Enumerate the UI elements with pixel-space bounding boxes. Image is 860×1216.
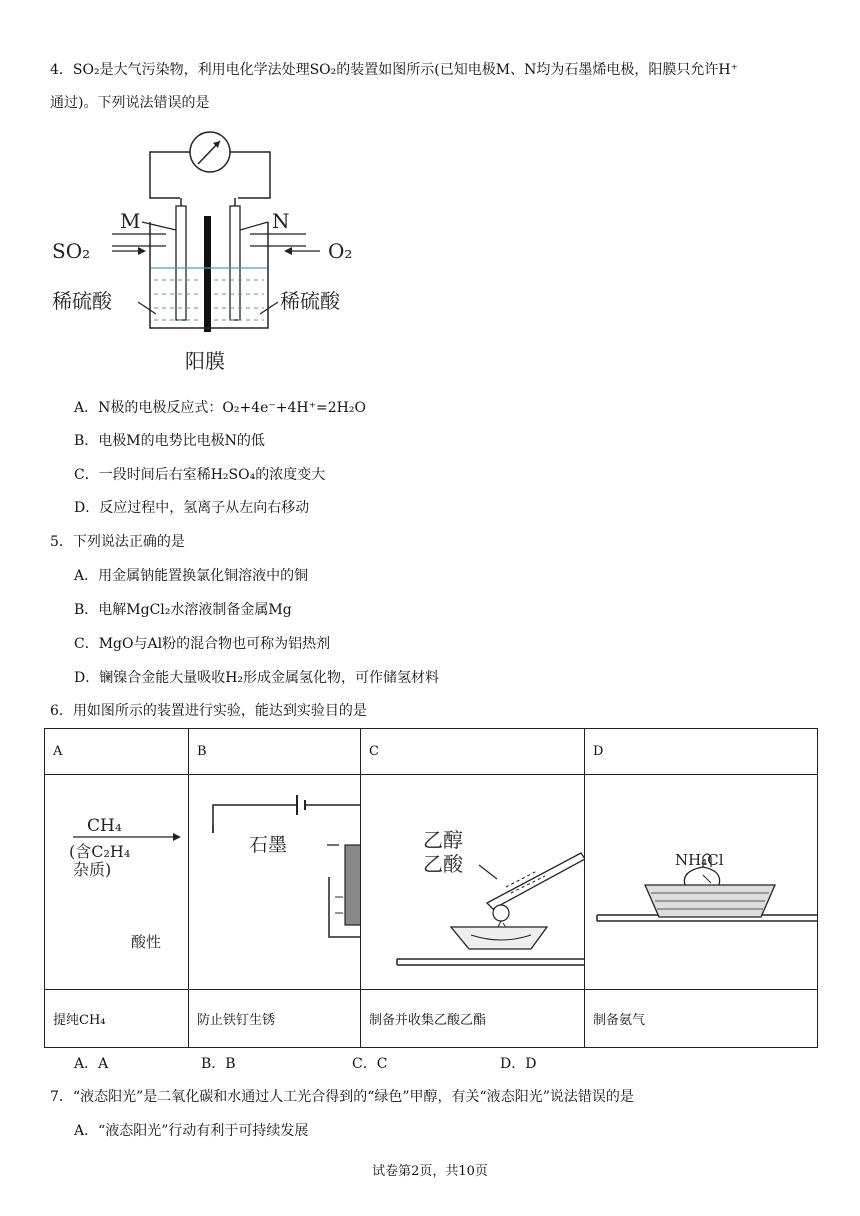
q4-option-c: C．一段时间后右室稀H₂SO₄的浓度变大 — [74, 467, 326, 483]
d-reagent-label: NH₄Cl — [675, 851, 724, 869]
q7-option-a: A．“液态阳光”行动有利于可持续发展 — [74, 1123, 309, 1139]
q5-option-d: D．镧镍合金能大量吸收H₂形成金属氢化物，可作储氢材料 — [74, 670, 440, 686]
test-tube — [487, 853, 585, 909]
apparatus-b-cell — [189, 775, 361, 990]
cation-membrane — [204, 216, 211, 332]
label-membrane: 阳膜 — [185, 349, 225, 373]
c-reagent-label-1: 乙醇 — [423, 828, 463, 852]
apparatus-d-diagram — [585, 775, 818, 989]
header-b: B — [189, 729, 361, 775]
q7-stem: 7．“液态阳光”是二氧化碳和水通过人工光合得到的“绿色”甲醇，有关“液态阳光”说法错误的是 — [50, 1089, 634, 1105]
page-footer: 试卷第2页，共10页 — [372, 1164, 488, 1179]
q5-option-a: A．用金属钠能置换氯化铜溶液中的铜 — [74, 568, 309, 584]
a-reagent-label: 酸性 — [131, 933, 162, 951]
apparatus-d-cell — [585, 775, 818, 990]
q6-answer-c: C．C — [352, 1056, 388, 1072]
q6-answer-a: A．A — [74, 1056, 109, 1072]
label-m: M — [120, 209, 141, 233]
a-impurity-label-1: (含C₂H₄ — [69, 842, 131, 861]
apparatus-c-diagram — [361, 775, 585, 989]
caption-a: 提纯CH₄ — [45, 990, 189, 1048]
electrode-n — [230, 206, 240, 320]
electrode-m — [176, 206, 186, 320]
alcohol-lamp — [451, 927, 547, 949]
header-c: C — [361, 729, 585, 775]
q5-option-b: B．电解MgCl₂水溶液制备金属Mg — [74, 602, 292, 618]
apparatus-a-diagram — [45, 775, 189, 989]
flame-icon — [493, 905, 509, 921]
graphite-electrode — [345, 845, 361, 925]
q4-stem-line2: 通过)。下列说法错误的是 — [50, 95, 210, 111]
q4-option-d: D．反应过程中，氢离子从左向右移动 — [74, 500, 310, 516]
header-a: A — [45, 729, 189, 775]
q6-stem: 6．用如图所示的装置进行实验，能达到实验目的是 — [50, 703, 367, 719]
caption-c: 制备并收集乙酸乙酯 — [361, 990, 585, 1048]
q4-option-b: B．电极M的电势比电极N的低 — [74, 433, 265, 449]
experiment-table — [44, 728, 818, 1048]
apparatus-a-cell — [45, 775, 189, 990]
q6-answer-d: D．D — [500, 1056, 537, 1072]
label-left-acid: 稀硫酸 — [52, 289, 112, 313]
label-o2: O₂ — [328, 239, 353, 263]
electrolysis-cell-diagram — [50, 130, 370, 380]
q4-option-a: A．N极的电极反应式：O₂+4e⁻+4H⁺=2H₂O — [74, 400, 366, 416]
b-electrode-label: 石墨 — [249, 834, 288, 856]
apparatus-b-diagram — [189, 775, 361, 989]
label-so2: SO₂ — [52, 239, 91, 263]
label-right-acid: 稀硫酸 — [280, 289, 340, 313]
header-d: D — [585, 729, 818, 775]
q5-option-c: C．MgO与Al粉的混合物也可称为铝热剂 — [74, 636, 331, 652]
c-reagent-label-2: 乙酸 — [423, 852, 463, 876]
q4-stem-line1: 4．SO₂是大气污染物，利用电化学法处理SO₂的装置如图所示(已知电极M、N均为石墨烯电极，阳膜只允许H⁺ — [50, 62, 738, 78]
apparatus-c-cell — [361, 775, 585, 990]
q6-answer-b: B．B — [201, 1056, 236, 1072]
caption-b: 防止铁钉生锈 — [189, 990, 361, 1048]
flask — [684, 867, 719, 885]
label-n: N — [272, 209, 290, 233]
a-gas-label: CH₄ — [87, 816, 122, 836]
caption-d: 制备氨气 — [585, 990, 818, 1048]
a-impurity-label-2: 杂质) — [73, 860, 112, 879]
q5-stem: 5．下列说法正确的是 — [50, 534, 185, 550]
